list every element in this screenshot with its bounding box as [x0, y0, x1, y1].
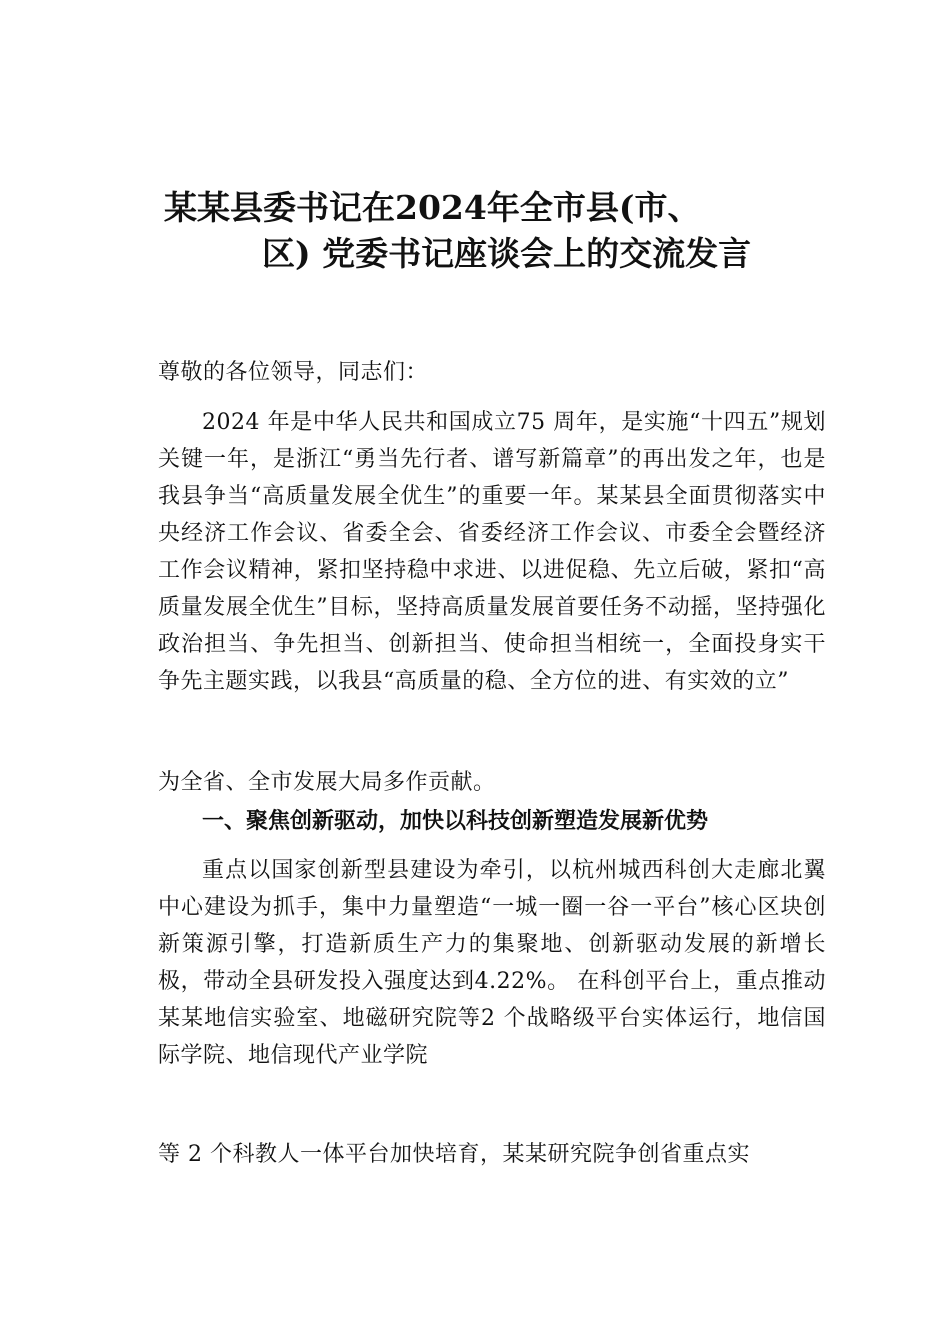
section-heading-1: 一、聚焦创新驱动，加快以科技创新塑造发展新优势	[202, 809, 709, 834]
title-line-2: 区) 党委书记座谈会上的交流发言	[262, 234, 752, 273]
document-title	[150, 185, 830, 277]
greeting: 尊敬的各位领导，同志们：	[158, 360, 429, 385]
title-line-1: 某某县委书记在2024年全市县(市、	[164, 188, 701, 227]
paragraph-intro: 2024 年是中华人民共和国成立75 周年，是实施“十四五”规划关键一年，是浙江“勇当先行者、谱写新篇章”的再出发之年，也是我县争当“高质量发展全优生”的重要一年。某某县全面贯彻落实中央经济工作会议、省委全会、省委经济工作会议、市委全会暨经济工作会议精神，紧扣坚持稳中求进、以进促稳、先立后破，紧扣“高质量发展全优生”目标，坚持高质量发展首要任务不动摇，坚持强化政治担当、争先担当、创新担当、使命担当相统一，全面投身实干争先主题实践，以我县“高质量的稳、全方位的进、有实效的立”	[158, 410, 826, 694]
paragraph-section-1: 重点以国家创新型县建设为牵引，以杭州城西科创大走廊北翼中心建设为抓手，集中力量塑造“一城一圈一谷一平台”核心区块创新策源引擎，打造新质生产力的集聚地、创新驱动发展的新增长极，带动全县研发投入强度达到4.22%。 在科创平台上，重点推动某某地信实验室、地磁研究院等2 个战略级平台实体运行，地信国际学院、地信现代产业学院	[158, 858, 826, 1068]
paragraph-section-1-continued: 等 2 个科教人一体平台加快培育，某某研究院争创省重点实	[158, 1142, 750, 1167]
paragraph-intro-continued: 为全省、全市发展大局多作贡献。	[158, 770, 496, 795]
